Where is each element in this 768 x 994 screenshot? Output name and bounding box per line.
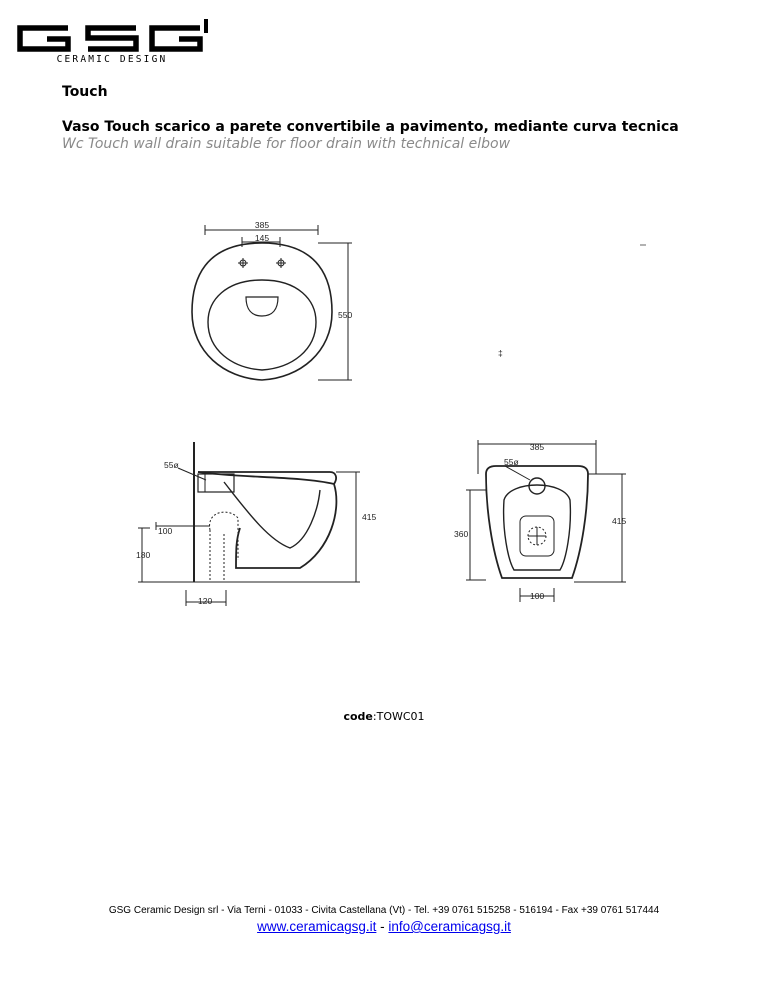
dim-side-offset: 100 (158, 526, 173, 536)
gsg-logo-mark (14, 14, 210, 64)
dim-side-height: 415 (362, 512, 377, 522)
dim-front-width: 385 (529, 442, 545, 452)
website-link[interactable]: www.ceramicagsg.it (257, 919, 377, 934)
footer-links (0, 919, 768, 934)
email-link[interactable]: info@ceramicagsg.it (388, 919, 511, 934)
top-view (192, 225, 352, 380)
logo-subtitle: CERAMIC DESIGN (56, 54, 168, 64)
dim-front-height: 415 (612, 516, 627, 526)
dim-top-holes: 145 (254, 233, 270, 243)
technical-drawing (0, 210, 768, 610)
small-mark: ‡ (498, 348, 503, 358)
dim-top-length: 550 (338, 310, 353, 320)
product-title-italian: Vaso Touch scarico a parete convertibile a pavimento, mediante curva tecnica (62, 119, 679, 135)
dim-side-wall: 120 (198, 596, 213, 606)
front-view (466, 440, 626, 602)
code-label: code (343, 710, 373, 723)
code-sep: : (372, 710, 377, 723)
product-name: Touch (62, 84, 108, 100)
dim-front-outlet: 100 (530, 591, 545, 601)
product-title-english: Wc Touch wall drain suitable for floor drain with technical elbow (62, 136, 511, 152)
dim-front-inner-height: 360 (454, 529, 469, 539)
dim-side-inlet: 55ø (164, 460, 179, 470)
code-value: TOWC01 (376, 710, 425, 723)
footer-address: GSG Ceramic Design srl - Via Terni - 01033 - Civita Castellana (Vt) - Tel. +39 0761 515258 - 516194 - Fax +39 0761 517444 (108, 905, 660, 916)
dim-side-floor-drain: 180 (136, 550, 151, 560)
product-code (0, 710, 768, 723)
dim-front-inlet: 55ø (504, 457, 519, 467)
footer-separator: - (380, 919, 385, 934)
dim-top-width: 385 (254, 220, 270, 230)
brand-logo (14, 14, 210, 64)
